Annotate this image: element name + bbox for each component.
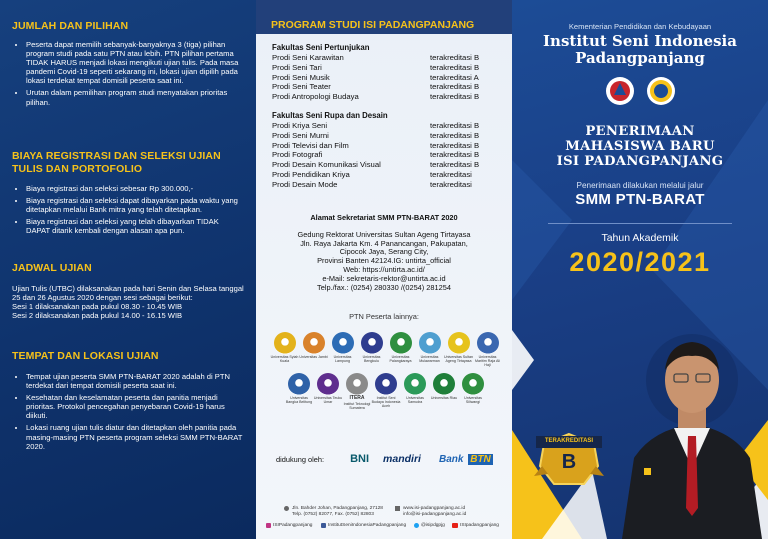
footer-phone: Telp. (0752) 82077, Fax. (0752) 82803 xyxy=(292,512,374,517)
list-item: • Lokasi ruang ujian tulis diatur dan ditetapkan oleh panitia pada masing-masing PTN peserta program seleksi SMM PTN-BARAT 2020. xyxy=(26,423,244,450)
right-panel xyxy=(512,0,768,539)
headline xyxy=(512,124,768,169)
university-emblem-icon xyxy=(332,332,354,354)
middle-panel xyxy=(256,0,512,539)
session-2: Sesi 2 dilaksanakan pada pukul 14.00 - 16.15 WIB xyxy=(12,311,183,321)
university-emblem-icon xyxy=(274,332,296,354)
program-row xyxy=(272,141,500,151)
ptn-logo xyxy=(357,332,386,367)
section-jadwal xyxy=(12,262,244,320)
university-name: Universitas Mulawarman xyxy=(419,355,440,363)
university-name: Institut Teknologi Sumatera xyxy=(343,402,371,410)
list-item: • Biaya registrasi dan seleksi yang telah dibayarkan TIDAK DAPAT ditarik kembali dengan alasan apa pun. xyxy=(26,217,244,235)
isi-emblem-icon xyxy=(605,76,635,106)
university-emblem-icon xyxy=(462,373,484,395)
ptn-logo xyxy=(430,373,459,410)
mandiri-logo xyxy=(383,453,421,465)
address-line: Web: https://untirta.ac.id/ xyxy=(343,264,425,274)
badge-grade: B xyxy=(561,451,577,473)
faculty-name: Fakultas Seni Rupa dan Desain xyxy=(272,111,388,120)
program-row xyxy=(272,150,500,160)
program-row xyxy=(272,131,500,141)
web-icon xyxy=(395,506,400,511)
admission-path: SMM PTN-BARAT xyxy=(575,191,705,208)
ptn-logo xyxy=(473,332,502,367)
list-item: • Biaya registrasi dan seleksi sebesar Rp 300.000,- xyxy=(26,184,244,193)
sponsor-label: didukung oleh: xyxy=(276,454,325,464)
section-title: JADWAL UJIAN xyxy=(12,262,92,274)
youtube-icon xyxy=(452,523,458,528)
address-line: e-Mail: sekretaris-rektor@untirta.ac.id xyxy=(322,273,446,283)
program-name: Prodi Seni Teater xyxy=(272,82,331,92)
section-title: JUMLAH DAN PILIHAN xyxy=(12,20,129,32)
instagram-handle: ISIPadangpanjang xyxy=(273,523,313,528)
accreditation-status: terakreditasi B xyxy=(430,121,480,130)
btn-name-text: BTN xyxy=(470,453,491,465)
ptn-logo xyxy=(328,332,357,367)
section-tempat xyxy=(12,350,244,454)
address-line: Provinsi Banten 42124.IG: untirta_official xyxy=(317,256,451,266)
list-item: • Urutan dalam pemilihan program studi menyatakan prioritas pilihan. xyxy=(26,88,244,106)
university-name: Universitas Syiah Kuala xyxy=(270,355,299,363)
btn-logo xyxy=(439,454,493,465)
headline-line-2: MAHASISWA BARU xyxy=(565,139,715,154)
program-row xyxy=(272,53,500,63)
program-name: Prodi Seni Tari xyxy=(272,62,322,72)
ptn-logo xyxy=(372,373,401,410)
ministry-name: Kementerian Pendidikan dan Kebudayaan xyxy=(568,22,712,31)
bni-logo xyxy=(350,453,369,465)
ptn-title: PTN Peserta lainnya: xyxy=(349,312,419,321)
ptn-logo-grid xyxy=(268,332,504,416)
footer-email: info@isi-padangpanjang.ac.id xyxy=(403,512,467,517)
accreditation-status: terakreditasi B xyxy=(430,82,480,92)
university-name: Universitas Siliwangi xyxy=(464,396,482,404)
mandiri-text: mandiri xyxy=(383,453,421,465)
ptn-logo xyxy=(401,373,430,410)
accreditation-status: terakreditasi B xyxy=(430,150,480,160)
section-title: TEMPAT DAN LOKASI UJIAN xyxy=(12,350,159,362)
university-name: Universitas Bengkulu xyxy=(362,355,381,363)
university-emblem-icon xyxy=(477,332,499,354)
left-panel xyxy=(0,0,256,539)
accreditation-status: terakreditasi B xyxy=(430,130,480,140)
itera-label: ITERA xyxy=(349,395,365,401)
university-emblem-icon xyxy=(303,332,325,354)
university-name: Universitas Jambi xyxy=(299,355,328,359)
university-name: Universitas Palangkaraya xyxy=(389,355,412,363)
accreditation-status: terakreditasi B xyxy=(430,62,480,72)
program-name: Prodi Fotografi xyxy=(272,150,323,160)
ptn-logo xyxy=(444,332,473,367)
ptn-logo xyxy=(270,332,299,367)
faculty-senirupa xyxy=(272,111,500,190)
program-row xyxy=(272,121,500,131)
footer-address: Jln. Bahder Johan, Padangpanjang, 27128 xyxy=(292,506,383,511)
bni-text: BNI xyxy=(350,453,370,465)
program-row xyxy=(272,170,500,180)
ptn-logo xyxy=(285,373,314,410)
university-emblem-icon xyxy=(448,332,470,354)
ptn-logo xyxy=(386,332,415,367)
accreditation-status: terakreditasi xyxy=(430,179,472,189)
admission-path-label: Penerimaan dilakukan melalui jalur xyxy=(576,181,704,190)
secretariat-address xyxy=(256,214,512,292)
list-item: • Peserta dapat memilih sebanyak-banyaknya 3 (tiga) pilihan program studi pada satu PTN atau lebih. PTN pilihan pertama TIDAK HARUS menjadi lokasi mengikuti ujian tulis. Pada masa pandemi Covid-19 seperti sekarang ini, lokasi ujian dipilih pada lokasi terdekat tempat domisili peserta saat ini. xyxy=(26,40,244,85)
program-header-bar xyxy=(256,0,512,34)
university-emblem-icon xyxy=(375,373,397,395)
youtube-handle: ISIpadangpanjang xyxy=(460,523,499,528)
accreditation-status: terakreditasi A xyxy=(430,72,479,82)
twitter-icon xyxy=(414,523,419,528)
university-name: Institut Seni Budaya Indonesia Aceh xyxy=(371,396,401,408)
address-line: Telp./fax.: (0254) 280330 /(0254) 281254 xyxy=(317,282,451,292)
program-row xyxy=(272,92,500,102)
ptn-logo xyxy=(459,373,488,410)
address-title: Alamat Sekretariat SMM PTN-BARAT 2020 xyxy=(310,213,458,222)
section-biaya xyxy=(12,150,244,238)
program-row xyxy=(272,82,500,92)
btn-bank-text: Bank xyxy=(438,453,464,465)
program-name: Prodi Seni Murni xyxy=(272,130,329,140)
list-item: • Kesehatan dan keselamatan peserta dan panitia menjadi prioritas. Protokol pencegahan penyebaran Covid-19 harus diikuti. xyxy=(26,393,244,420)
program-row xyxy=(272,63,500,73)
faculty-name: Fakultas Seni Pertunjukan xyxy=(272,43,370,52)
sponsor-row xyxy=(276,453,506,465)
program-name: Prodi Televisi dan Film xyxy=(272,140,349,150)
program-row xyxy=(272,160,500,170)
university-name: Universitas Lampung xyxy=(333,355,352,363)
university-name: Universitas Maritim Raja Ali Haji xyxy=(475,355,500,367)
accreditation-status: terakreditasi B xyxy=(430,160,480,170)
divider xyxy=(548,223,732,224)
rector-photo xyxy=(612,318,768,539)
accreditation-status: terakreditasi B xyxy=(430,92,480,102)
list-item: • Tempat ujian peserta SMM PTN-BARAT 2020 adalah di PTN terdekat dari tempat domisili peserta saat ini. xyxy=(26,372,244,390)
program-name: Prodi Desain Mode xyxy=(272,179,338,189)
institution-name xyxy=(512,33,768,67)
university-emblem-icon xyxy=(361,332,383,354)
university-emblem-icon xyxy=(317,373,339,395)
session-1: Sesi 1 dilaksanakan pada pukul 08.30 - 10.45 WIB xyxy=(12,302,183,312)
program-title: PROGRAM STUDI ISI PADANGPANJANG xyxy=(271,19,475,31)
list-item: • Biaya registrasi dan seleksi dapat dibayarkan pada waktu yang ditetapkan melalui Bank mitra yang telah ditetapkan. xyxy=(26,196,244,214)
section-jumlah-pilihan xyxy=(12,20,244,110)
accreditation-status: terakreditasi B xyxy=(430,53,480,62)
institution-line-1: Institut Seni Indonesia xyxy=(543,32,737,50)
university-emblem-icon xyxy=(404,373,426,395)
accreditation-status: terakreditasi B xyxy=(430,140,480,150)
address-line: Gedung Rektorat Universitas Sultan Ageng Tirtayasa xyxy=(297,229,471,239)
university-name: Universitas Bangka Belitung xyxy=(285,396,313,404)
university-name: Universitas Riau xyxy=(430,396,458,400)
location-icon xyxy=(284,506,289,511)
footer-web: www.isi-padangpanjang.ac.id xyxy=(403,506,466,511)
university-emblem-icon xyxy=(433,373,455,395)
facebook-icon xyxy=(321,523,326,528)
university-name: Universitas Sultan Ageng Tirtayasa xyxy=(444,355,473,363)
ptn-logo xyxy=(314,373,343,410)
university-name: Universitas Teuku Umar xyxy=(313,396,343,404)
instagram-icon xyxy=(266,523,271,528)
academic-year: 2020/2021 xyxy=(569,247,711,277)
program-name: Prodi Seni Karawitan xyxy=(272,53,344,62)
ptn-logo xyxy=(415,332,444,367)
accreditation-status: terakreditasi xyxy=(430,169,472,179)
faculty-pertunjukan xyxy=(272,43,500,102)
university-emblem-icon xyxy=(390,332,412,354)
program-row xyxy=(272,73,500,83)
ptn-logo xyxy=(299,332,328,367)
address-line: Jln. Raya Jakarta Km. 4 Panancangan, Pakupatan, Cipocok Jaya, Serang City, xyxy=(300,238,468,257)
university-emblem-icon xyxy=(419,332,441,354)
university-emblem-icon xyxy=(346,373,368,395)
institution-line-2: Padangpanjang xyxy=(575,49,705,67)
university-emblem-icon xyxy=(288,373,310,395)
accreditation-badge xyxy=(534,430,604,490)
schedule-text: Ujian Tulis (UTBC) dilaksanakan pada hari Senin dan Selasa tanggal 25 dan 26 Agustus 2020 dengan sesi sebagai berikut: xyxy=(12,284,244,303)
section-title: BIAYA REGISTRASI DAN SELEKSI UJIAN TULIS DAN PORTOFOLIO xyxy=(12,150,221,175)
program-row xyxy=(272,180,500,190)
headline-line-1: PENERIMAAN xyxy=(585,124,695,139)
program-name: Prodi Seni Musik xyxy=(272,72,330,82)
program-name: Prodi Desain Komunikasi Visual xyxy=(272,160,381,170)
twitter-handle: @isipdgpjg xyxy=(421,523,445,528)
program-name: Prodi Kriya Seni xyxy=(272,121,328,130)
facebook-handle: InstitutSeniIndonesiaPadangpanjang xyxy=(328,523,407,528)
program-name: Prodi Pendidikan Kriya xyxy=(272,169,350,179)
university-name: Universitas Samudra xyxy=(406,396,424,404)
headline-line-3: ISI PADANGPANJANG xyxy=(556,154,724,169)
program-name: Prodi Antropologi Budaya xyxy=(272,92,359,102)
ptn-logo xyxy=(343,373,372,410)
badge-label: TERAKREDITASI xyxy=(544,438,594,444)
kemdikbud-emblem-icon xyxy=(646,76,676,106)
academic-year-label: Tahun Akademik xyxy=(601,232,679,244)
